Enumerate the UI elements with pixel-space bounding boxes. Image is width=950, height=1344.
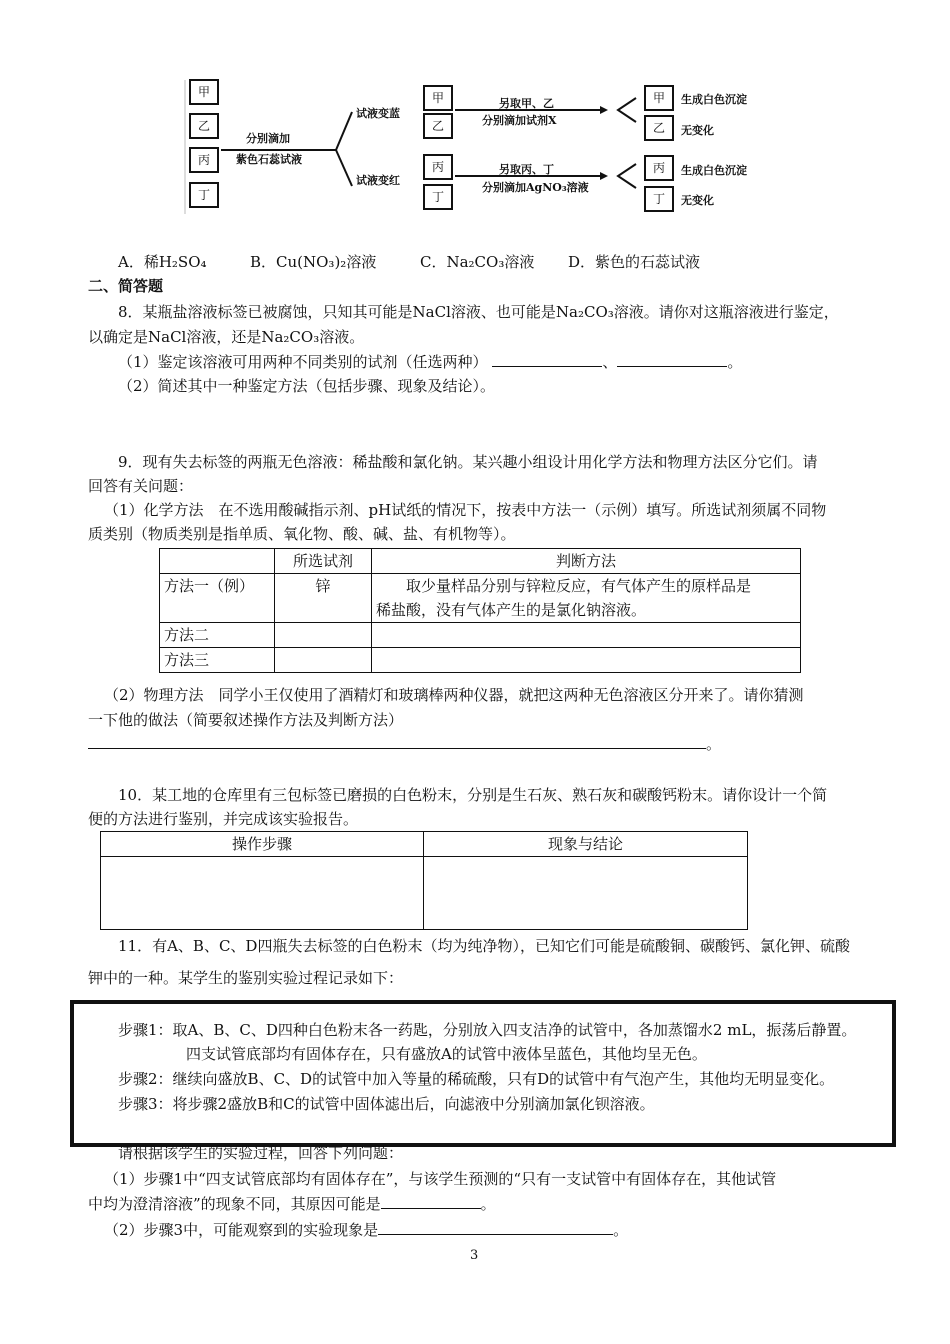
arrow-top-label-2: 分别滴加试剂X <box>482 114 557 127</box>
page-number: 3 <box>470 1248 479 1263</box>
q9-answer-blank[interactable] <box>88 734 706 749</box>
table-row <box>101 857 748 930</box>
table-cell-blank[interactable] <box>372 623 801 648</box>
option-c: C．Na₂CO₃溶液 <box>420 253 535 271</box>
table-header-row <box>101 832 748 857</box>
q9-phys1: （2）物理方法 同学小王仅使用了酒精灯和玻璃棒两种仪器，就把这两种无色溶液区分开来了。请你猜测 <box>104 686 804 704</box>
branch-red: 试液变红 <box>356 174 400 187</box>
table-cell-blank[interactable] <box>424 857 748 930</box>
box-yi: 乙 <box>189 113 219 139</box>
q9-line2: 回答有关问题： <box>88 477 194 495</box>
table-header-cell: 所选试剂 <box>275 549 372 574</box>
q8-answer-blank-1[interactable] <box>492 352 602 367</box>
option-b: B．Cu(NO₃)₂溶液 <box>250 253 377 271</box>
option-d: D．紫色的石蕊试液 <box>568 253 701 271</box>
q9-phys2: 一下他的做法（简要叙述操作方法及判断方法） <box>88 711 404 729</box>
table-cell <box>372 574 801 623</box>
q11-sub2-end: 。 <box>613 1221 629 1239</box>
table-cell-blank[interactable] <box>275 648 372 673</box>
q9-answer-line <box>88 734 721 754</box>
method-text-2: 稀盐酸，没有气体产生的是氯化钠溶液。 <box>376 601 647 619</box>
add-label-1: 分别滴加 <box>246 132 290 145</box>
mid-box-jia: 甲 <box>423 85 453 111</box>
q11-sub1a: （1）步骤1中“四支试管底部均有固体存在”，与该学生预测的“只有一支试管中有固体存在，其他试管 <box>104 1170 777 1188</box>
table-cell-blank[interactable] <box>275 623 372 648</box>
table-cell: 方法二 <box>160 623 275 648</box>
right-box-bing: 丙 <box>644 155 674 181</box>
q9-chem1: （1）化学方法 在不选用酸碱指示剂、pH试纸的情况下，按表中方法一（示例）填写。所选试剂须属不同物 <box>104 501 827 519</box>
table-cell-blank[interactable] <box>101 857 424 930</box>
box-jia: 甲 <box>189 79 219 105</box>
branch-blue: 试液变蓝 <box>356 107 400 120</box>
table-header-cell: 现象与结论 <box>424 832 748 857</box>
q8-sub2: （2）简述其中一种鉴定方法（包括步骤、现象及结论）。 <box>118 377 496 395</box>
q8-answer-blank-2[interactable] <box>617 352 727 367</box>
q11-answer-blank-2[interactable] <box>378 1220 613 1235</box>
q8-end: 。 <box>727 353 743 371</box>
q8-sub1-text: （1）鉴定该溶液可用两种不同类别的试剂（任选两种） <box>118 353 488 371</box>
arrow-top-label-1: 另取甲、乙 <box>499 97 554 110</box>
result-white-2: 生成白色沉淀 <box>681 164 747 177</box>
q9-table <box>159 548 801 673</box>
q11-sub1-end: 。 <box>480 1195 496 1213</box>
add-label-2: 紫色石蕊试液 <box>236 153 302 166</box>
table-row <box>160 648 801 673</box>
table-cell: 方法一（例） <box>160 574 275 623</box>
arrow-bottom-label-1: 另取丙、丁 <box>499 163 554 176</box>
q11-step1b: 四支试管底部均有固体存在，只有盛放A的试管中液体呈蓝色，其他均呈无色。 <box>186 1045 707 1063</box>
table-header-cell: 判断方法 <box>372 549 801 574</box>
q9-chem2: 质类别（物质类别是指单质、氧化物、酸、碱、盐、有机物等）。 <box>88 525 516 543</box>
table-row <box>160 623 801 648</box>
method-text-1: 取少量样品分别与锌粒反应，有气体产生的原样品是 <box>406 577 752 595</box>
section-title: 二、简答题 <box>88 277 164 295</box>
q11-step3: 步骤3：将步骤2盛放B和C的试管中固体滤出后，向滤液中分别滴加氯化钡溶液。 <box>118 1095 655 1113</box>
q11-step2: 步骤2：继续向盛放B、C、D的试管中加入等量的稀硫酸，只有D的试管中有气泡产生，其他均无明显变化。 <box>118 1070 835 1088</box>
q11-sub2 <box>104 1220 628 1240</box>
q11-sub1b-text: 中均为澄清溶液”的现象不同，其原因可能是 <box>88 1195 381 1213</box>
right-box-jia: 甲 <box>644 85 674 111</box>
diagram-lines <box>0 0 950 230</box>
q11-step1a: 步骤1：取A、B、C、D四种白色粉末各一药匙，分别放入四支洁净的试管中，各加蒸馏水2 mL，振荡后静置。 <box>118 1021 857 1039</box>
right-box-yi: 乙 <box>644 115 674 141</box>
q8-line2: 以确定是NaCl溶液，还是Na₂CO₃溶液。 <box>88 328 365 346</box>
mid-box-bing: 丙 <box>423 154 453 180</box>
result-none-1: 无变化 <box>681 124 714 137</box>
table-header-cell: 操作步骤 <box>101 832 424 857</box>
right-box-ding: 丁 <box>644 186 674 212</box>
q11-prompt: 请根据该学生的实验过程，回答下列问题： <box>118 1144 404 1162</box>
q8-sep: 、 <box>602 353 618 371</box>
table-cell: 方法三 <box>160 648 275 673</box>
q9-line1: 9．现有失去标签的两瓶无色溶液：稀盐酸和氯化钠。某兴趣小组设计用化学方法和物理方法区分它们。请 <box>118 453 818 471</box>
q11-line1: 11．有A、B、C、D四瓶失去标签的白色粉末（均为纯净物），已知它们可能是硫酸铜、碳酸钙、氯化钾、硫酸 <box>118 937 850 955</box>
q11-sub1b <box>88 1194 496 1214</box>
table-cell-blank[interactable] <box>372 648 801 673</box>
table-cell: 锌 <box>275 574 372 623</box>
q8-sub1 <box>118 352 742 372</box>
q10-line1: 10．某工地的仓库里有三包标签已磨损的白色粉末，分别是生石灰、熟石灰和碳酸钙粉末。请你设计一个简 <box>118 786 828 804</box>
result-none-2: 无变化 <box>681 194 714 207</box>
mid-box-yi: 乙 <box>423 113 453 139</box>
option-a: A．稀H₂SO₄ <box>118 253 207 271</box>
q10-table <box>100 831 748 930</box>
box-bing: 丙 <box>189 147 219 173</box>
q11-line2: 钾中的一种。某学生的鉴别实验过程记录如下： <box>88 969 404 987</box>
q10-line2: 便的方法进行鉴别，并完成该实验报告。 <box>88 810 359 828</box>
table-header-row <box>160 549 801 574</box>
arrow-bottom-label-2: 分别滴加AgNO₃溶液 <box>482 181 589 194</box>
box-ding: 丁 <box>189 182 219 208</box>
q11-answer-blank-1[interactable] <box>381 1194 481 1209</box>
result-white-1: 生成白色沉淀 <box>681 93 747 106</box>
q8-line1: 8．某瓶盐溶液标签已被腐蚀，只知其可能是NaCl溶液、也可能是Na₂CO₃溶液。请你对这瓶溶液进行鉴定， <box>118 303 839 321</box>
q11-sub2-text: （2）步骤3中，可能观察到的实验现象是 <box>104 1221 379 1239</box>
table-row <box>160 574 801 623</box>
q9-end: 。 <box>706 735 722 753</box>
table-header-cell <box>160 549 275 574</box>
mid-box-ding: 丁 <box>423 184 453 210</box>
